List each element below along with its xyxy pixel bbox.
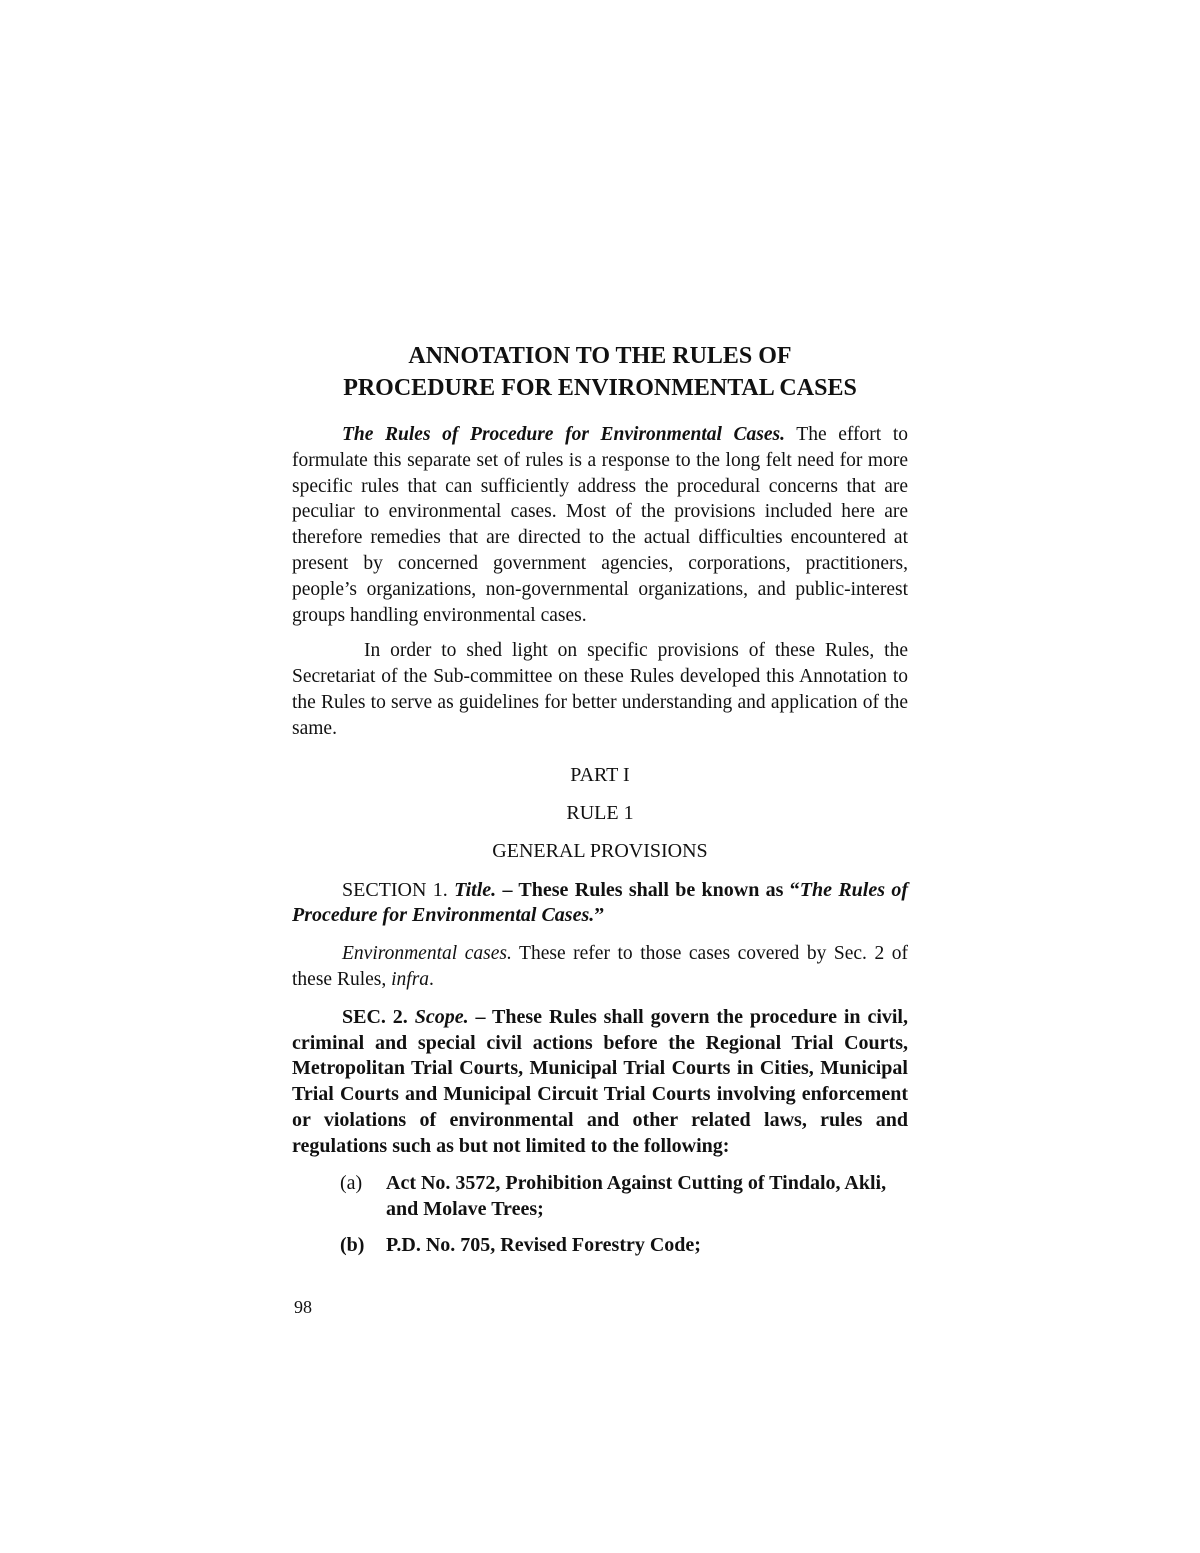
title-line-2: PROCEDURE FOR ENVIRONMENTAL CASES <box>343 375 857 401</box>
document-title <box>292 340 908 404</box>
page-number: 98 <box>294 1297 312 1317</box>
section-2 <box>292 1005 908 1160</box>
section-1-title: Title. <box>454 878 497 901</box>
list-item-label: (a) <box>340 1171 363 1194</box>
intro-paragraph <box>292 422 908 628</box>
section-2-title: Scope. <box>414 1005 469 1028</box>
section-1-label: SECTION 1. <box>342 878 448 901</box>
env-infra: infra <box>391 968 430 990</box>
environmental-cases-note <box>292 941 908 993</box>
env-end: . <box>429 968 434 990</box>
title-line-1: ANNOTATION TO THE RULES OF <box>408 343 792 369</box>
list-item-text: Act No. 3572, Prohibition Against Cutting of Tindalo, Akli, and Molave Trees; <box>386 1171 887 1220</box>
section-1-text: – These Rules shall be known as “ <box>496 878 800 901</box>
section-1 <box>292 878 908 930</box>
list-item-label: (b) <box>340 1233 365 1256</box>
env-term: Environmental cases. <box>342 943 512 965</box>
section-1-close-quote: ” <box>594 904 605 927</box>
intro-lead: The Rules of Procedure for Environmental Cases. <box>342 424 786 445</box>
rule-heading: RULE 1 <box>566 801 634 824</box>
list-item <box>292 1232 908 1258</box>
list-item-text: P.D. No. 705, Revised Forestry Code; <box>386 1233 701 1256</box>
general-provisions-heading: GENERAL PROVISIONS <box>492 839 708 862</box>
section-1-quoted: The Rules of Procedure for Environmental Cases. <box>292 878 909 927</box>
part-heading: PART I <box>570 763 630 786</box>
section-2-label: SEC. 2. <box>342 1005 408 1028</box>
section-2-text: – These Rules shall govern the procedure in civil, criminal and special civil actions before the Regional Trial Courts, Metropolitan Trial Courts, Municipal Trial Courts in Cities, Municipal Trial Courts and Municipal Circuit Trial Courts involving enforcement or violations of environmental and other related laws, rules and regulations such as but not limited to the following: <box>292 1005 908 1157</box>
intro-text: The effort to formulate this separate set of rules is a response to the long felt need for more specific rules that can sufficiently address the procedural concerns that are peculiar to environmental cases. Most of the provisions included here are therefore remedies that are directed to the actual difficulties encountered at present by concerned government agencies, corporations, practitioners, people’s organizations, non-governmental organizations, and public-interest groups handling environmental cases. <box>292 424 908 626</box>
list-item <box>292 1170 908 1222</box>
intro-paragraph-2: In order to shed light on specific provisions of these Rules, the Secretariat of the Sub-committee on these Rules developed this Annotation to the Rules to serve as guidelines for better understanding and application of the same. <box>292 640 908 739</box>
document-page <box>292 340 908 1258</box>
env-text: These refer to those cases covered by Sec. 2 of these Rules, <box>292 943 909 990</box>
